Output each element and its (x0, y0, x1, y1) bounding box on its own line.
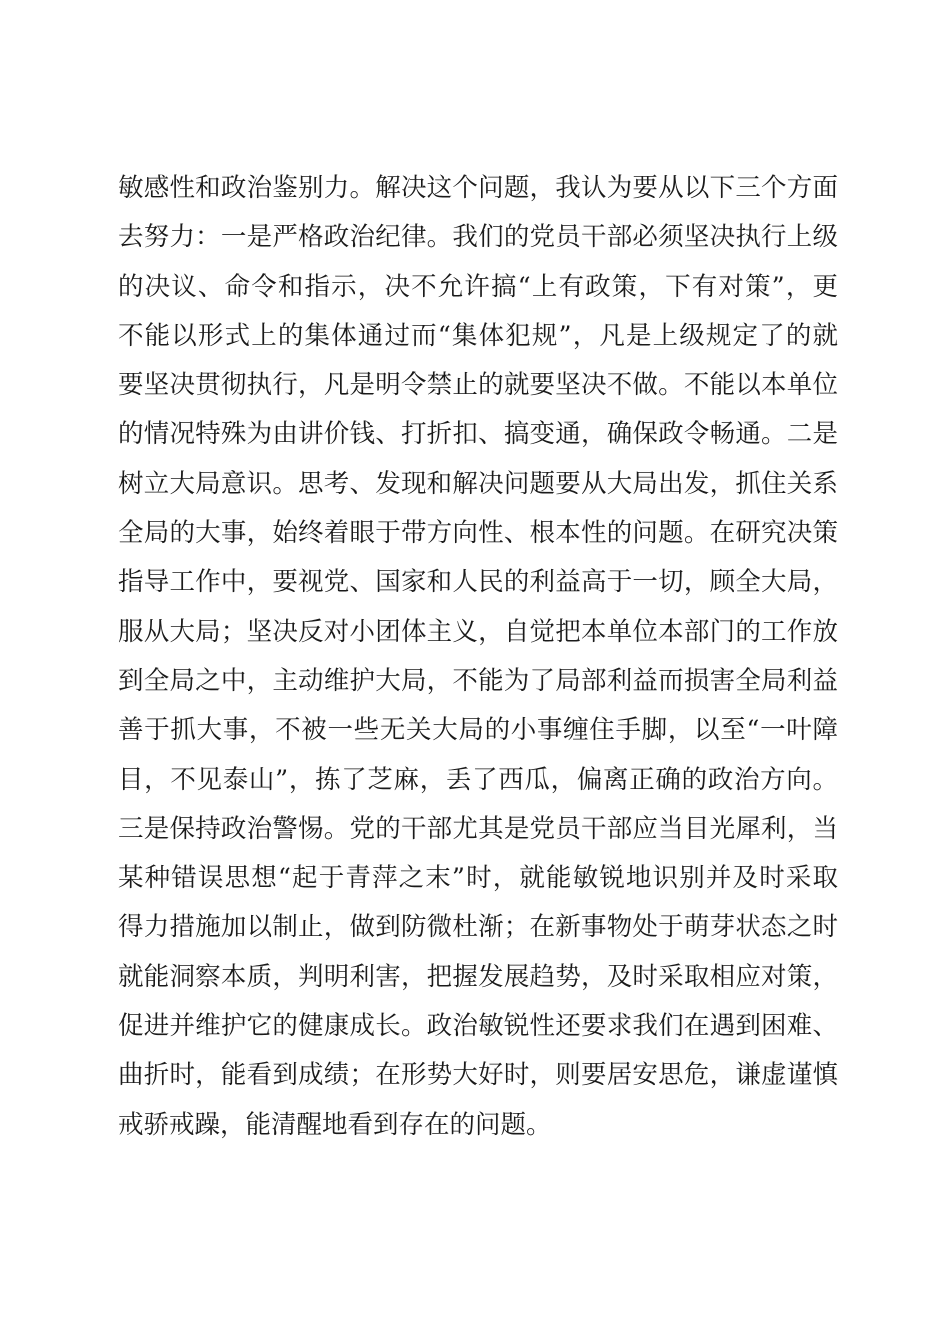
text-line-17: 就能洞察本质，判明利害，把握发展趋势，及时采取相应对策， (118, 961, 838, 992)
text-line-15: 某种错误思想“起于青萍之末”时，就能敏锐地识别并及时采取 (118, 863, 838, 894)
text-line-9: 指导工作中，要视党、国家和人民的利益高于一切，顾全大局， (118, 567, 838, 598)
text-line-6: 的情况特殊为由讲价钱、打折扣、搞变通，确保政令畅通。二是 (118, 419, 838, 450)
text-line-19: 曲折时，能看到成绩；在形势大好时，则要居安思危，谦虚谨慎 (118, 1060, 838, 1091)
text-line-3: 的决议、命令和指示，决不允许搞“上有政策，下有对策”，更 (118, 271, 838, 302)
text-line-8: 全局的大事，始终着眼于带方向性、根本性的问题。在研究决策 (118, 518, 838, 549)
text-line-1: 敏感性和政治鉴别力。解决这个问题，我认为要从以下三个方面 (118, 173, 838, 203)
text-line-2: 去努力：一是严格政治纪律。我们的党员干部必须坚决执行上级 (118, 222, 838, 253)
text-line-7: 树立大局意识。思考、发现和解决问题要从大局出发，抓住关系 (118, 468, 838, 499)
text-line-13: 目，不见泰山”，拣了芝麻，丢了西瓜，偏离正确的政治方向。 (118, 764, 838, 795)
text-line-12: 善于抓大事，不被一些无关大局的小事缠住手脚，以至“一叶障 (118, 715, 838, 746)
text-line-11: 到全局之中，主动维护大局，不能为了局部利益而损害全局利益 (118, 665, 838, 696)
body-text (118, 164, 838, 1150)
text-line-14: 三是保持政治警惕。党的干部尤其是党员干部应当目光犀利，当 (118, 813, 838, 844)
text-line-4: 不能以形式上的集体通过而“集体犯规”，凡是上级规定了的就 (118, 320, 838, 351)
text-line-18: 促进并维护它的健康成长。政治敏锐性还要求我们在遇到困难、 (118, 1011, 838, 1042)
text-line-20: 戒骄戒躁，能清醒地看到存在的问题。 (118, 1109, 552, 1140)
text-line-10: 服从大局；坚决反对小团体主义，自觉把本单位本部门的工作放 (118, 616, 838, 647)
text-line-5: 要坚决贯彻执行，凡是明令禁止的就要坚决不做。不能以本单位 (118, 370, 838, 401)
text-line-16: 得力措施加以制止，做到防微杜渐；在新事物处于萌芽状态之时 (118, 912, 838, 943)
